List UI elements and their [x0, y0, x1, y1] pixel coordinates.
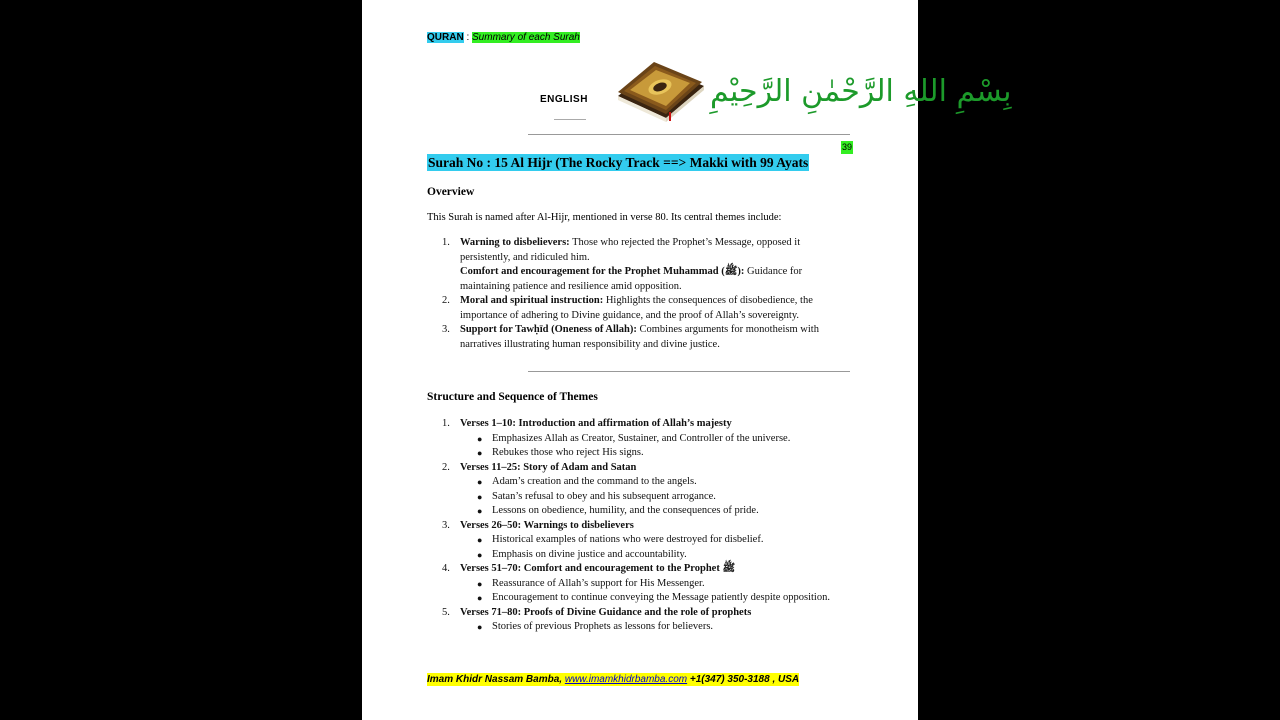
- document-page: [362, 0, 1012, 720]
- quran-label: QURAN: [427, 32, 464, 43]
- phone-number: +1(347) 350-3188 , USA: [687, 674, 800, 685]
- summary-label: Summary of each Surah: [472, 32, 580, 43]
- item-bold: Warning to disbelievers:: [460, 237, 570, 248]
- section-number: 5.: [442, 606, 450, 618]
- bullet-item: ● Historical examples of nations who were destroyed for disbelief.: [477, 534, 764, 545]
- list-item: [430, 294, 820, 323]
- section-item: [430, 417, 830, 461]
- english-underline: [554, 119, 586, 120]
- basmala-calligraphy: بِسْمِ اللهِ الرَّحْمٰنِ الرَّحِيْمِ: [710, 74, 1012, 109]
- bullet-item: ● Emphasizes Allah as Creator, Sustainer, and Controller of the universe.: [477, 432, 791, 444]
- bullet-list: [460, 432, 830, 461]
- bullet-text: Satan’s refusal to obey and his subsequent arrogance.: [492, 490, 716, 502]
- item-number: 3.: [442, 324, 450, 335]
- bullet-item: ● Rebukes those who reject His signs.: [477, 447, 644, 458]
- bullet-item: ● Stories of previous Prophets as lessons for believers.: [477, 621, 714, 632]
- list-item: [430, 323, 820, 352]
- surah-title: Surah No : 15 Al Hijr (The Rocky Track ==> Makki with 99 Ayats: [428, 155, 809, 170]
- item-number: 1.: [442, 237, 450, 248]
- item-text: Combines arguments for monotheism with narratives illustrating human responsibility and divine justice.: [460, 324, 819, 350]
- structure-list: [430, 417, 830, 635]
- section-item: [430, 461, 830, 519]
- bullet-list: [460, 533, 830, 562]
- item-bold: Support for Tawḥīd (Oneness of Allah):: [460, 324, 637, 335]
- section-item: [430, 519, 830, 563]
- header-label: [427, 32, 580, 44]
- footer: [427, 673, 799, 686]
- bullet-list: [460, 577, 830, 606]
- bullet-item: ● Satan’s refusal to obey and his subsequent arrogance.: [477, 490, 716, 502]
- overview-intro: This Surah is named after Al-Hijr, mentioned in verse 80. Its central themes include:: [427, 212, 782, 223]
- header-divider: [528, 134, 850, 135]
- section-item: [430, 562, 830, 606]
- bullet-list: [460, 620, 830, 635]
- bullet-text: Reassurance of Allah’s support for His Messenger.: [492, 577, 705, 589]
- section-number: 3.: [442, 519, 450, 531]
- bullet-item: ● Adam’s creation and the command to the angels.: [477, 476, 697, 487]
- section-number: 4.: [442, 563, 450, 574]
- item-extra-text: Guidance for maintaining patience and resilience amid opposition.: [460, 266, 803, 292]
- bullet-list: [460, 475, 830, 519]
- bullet-text: Emphasis on divine justice and accountability.: [492, 548, 687, 560]
- section-number: 1.: [442, 418, 450, 429]
- bullet-text: Lessons on obedience, humility, and the consequences of pride.: [492, 505, 759, 516]
- bullet-item: ● Lessons on obedience, humility, and the consequences of pride.: [477, 505, 759, 516]
- bullet-text: Emphasizes Allah as Creator, Sustainer, and Controller of the universe.: [492, 432, 791, 444]
- item-text: Highlights the consequences of disobedience, the importance of adhering to Divine guidance, and the proof of Allah’s sovereignty.: [460, 295, 813, 321]
- section-item: [430, 606, 830, 635]
- section-title: Verses 71–80: Proofs of Divine Guidance and the role of prophets: [460, 606, 752, 618]
- footer-separator: ,: [559, 674, 565, 685]
- section-divider: [528, 371, 850, 372]
- page-number: 39: [841, 142, 852, 152]
- section-title: Verses 1–10: Introduction and affirmation of Allah’s majesty: [460, 418, 732, 429]
- section-title: Verses 11–25: Story of Adam and Satan: [460, 461, 637, 473]
- section-title: Verses 51–70: Comfort and encouragement to the Prophet ﷺ: [460, 563, 736, 574]
- section-number: 2.: [442, 461, 450, 473]
- item-bold: Moral and spiritual instruction:: [460, 295, 604, 306]
- bullet-text: Stories of previous Prophets as lessons for believers.: [492, 621, 714, 632]
- bullet-item: ● Encouragement to continue conveying the Message patiently despite opposition.: [477, 592, 830, 603]
- label-separator: :: [463, 32, 473, 43]
- item-number: 2.: [442, 295, 450, 306]
- overview-heading: Overview: [427, 186, 475, 198]
- website-link[interactable]: www.imamkhidrbamba.com: [564, 674, 688, 685]
- overview-list: [430, 236, 820, 352]
- bullet-item: ● Emphasis on divine justice and accountability.: [477, 548, 687, 560]
- bullet-text: Encouragement to continue conveying the Message patiently despite opposition.: [492, 592, 830, 603]
- bullet-text: Historical examples of nations who were destroyed for disbelief.: [492, 534, 764, 545]
- list-item: [430, 236, 820, 294]
- author-name: Imam Khidr Nassam Bamba: [427, 674, 560, 685]
- english-label: ENGLISH: [540, 94, 588, 105]
- bullet-item: ● Reassurance of Allah’s support for His Messenger.: [477, 577, 705, 589]
- quran-book-icon: [614, 60, 706, 122]
- bullet-text: Rebukes those who reject His signs.: [492, 447, 644, 458]
- item-text: Those who rejected the Prophet’s Message, opposed it persistently, and ridiculed him.: [460, 237, 801, 263]
- bullet-text: Adam’s creation and the command to the angels.: [492, 476, 697, 487]
- structure-heading: Structure and Sequence of Themes: [427, 391, 598, 403]
- section-title: Verses 26–50: Warnings to disbelievers: [460, 519, 634, 531]
- item-extra-bold: Comfort and encouragement for the Prophet Muhammad (ﷺ):: [460, 266, 745, 277]
